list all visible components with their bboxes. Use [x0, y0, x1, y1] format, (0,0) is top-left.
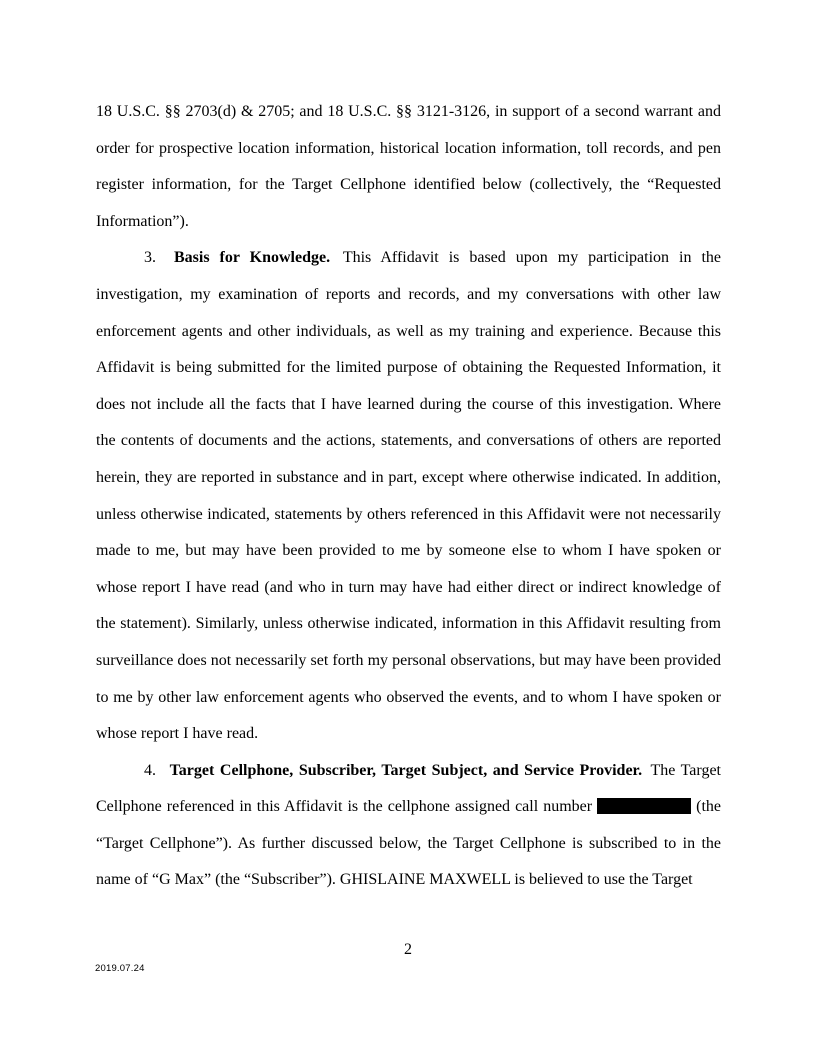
paragraph-text: (the “Target Cellphone”). As further discussed below, the Target Cellphone is subscribed to in the name of “G Max” (the “Subscriber”). GHISLAINE MAXWELL is believed to use the Target [96, 798, 722, 889]
page-body [96, 94, 721, 899]
paragraph-3 [96, 240, 721, 752]
paragraph-heading: Basis for Knowledge. [173, 249, 331, 267]
paragraph-continuation [96, 94, 721, 240]
page-number: 2 [404, 941, 412, 958]
paragraph-text: This Affidavit is based upon my participation in the investigation, my examination of reports and records, and my conversations with other law enforcement agents and other individuals, as well as my training and experience. Because this Affidavit is being submitted for the limited purpose of obtaining the Requested Information, it does not include all the facts that I have learned during the course of this investigation. Where the contents of documents and the actions, statements, and conversations of others are reported herein, they are reported in substance and in part, except where otherwise indicated. In addition, unless otherwise indicated, statements by others referenced in this Affidavit were not necessarily made to me, but may have been provided to me by someone else to whom I have spoken or whose report I have read (and who in turn may have had either direct or indirect knowledge of the statement). Similarly, unless otherwise indicated, information in this Affidavit resulting from surveillance does not necessarily set forth my personal observations, but may have been provided to me by other law enforcement agents who observed the events, and to whom I have spoken or whose report I have read. [96, 249, 721, 743]
date-stamp: 2019.07.24 [95, 963, 145, 974]
paragraph-text: The Target Cellphone referenced in this Affidavit is the cellphone assigned call number [96, 761, 721, 816]
paragraph-4 [96, 753, 721, 899]
paragraph-text: 18 U.S.C. §§ 2703(d) & 2705; and 18 U.S.C. §§ 3121-3126, in support of a second warrant and order for prospective location information, historical location information, toll records, and pen register information, for the Target Cellphone identified below (collectively, the “Requested Information”). [96, 103, 721, 230]
redaction-box [597, 798, 691, 814]
paragraph-heading: Target Cellphone, Subscriber, Target Subject, and Service Provider. [169, 761, 643, 779]
paragraph-number: 3. [144, 249, 156, 267]
paragraph-number: 4. [144, 761, 156, 779]
